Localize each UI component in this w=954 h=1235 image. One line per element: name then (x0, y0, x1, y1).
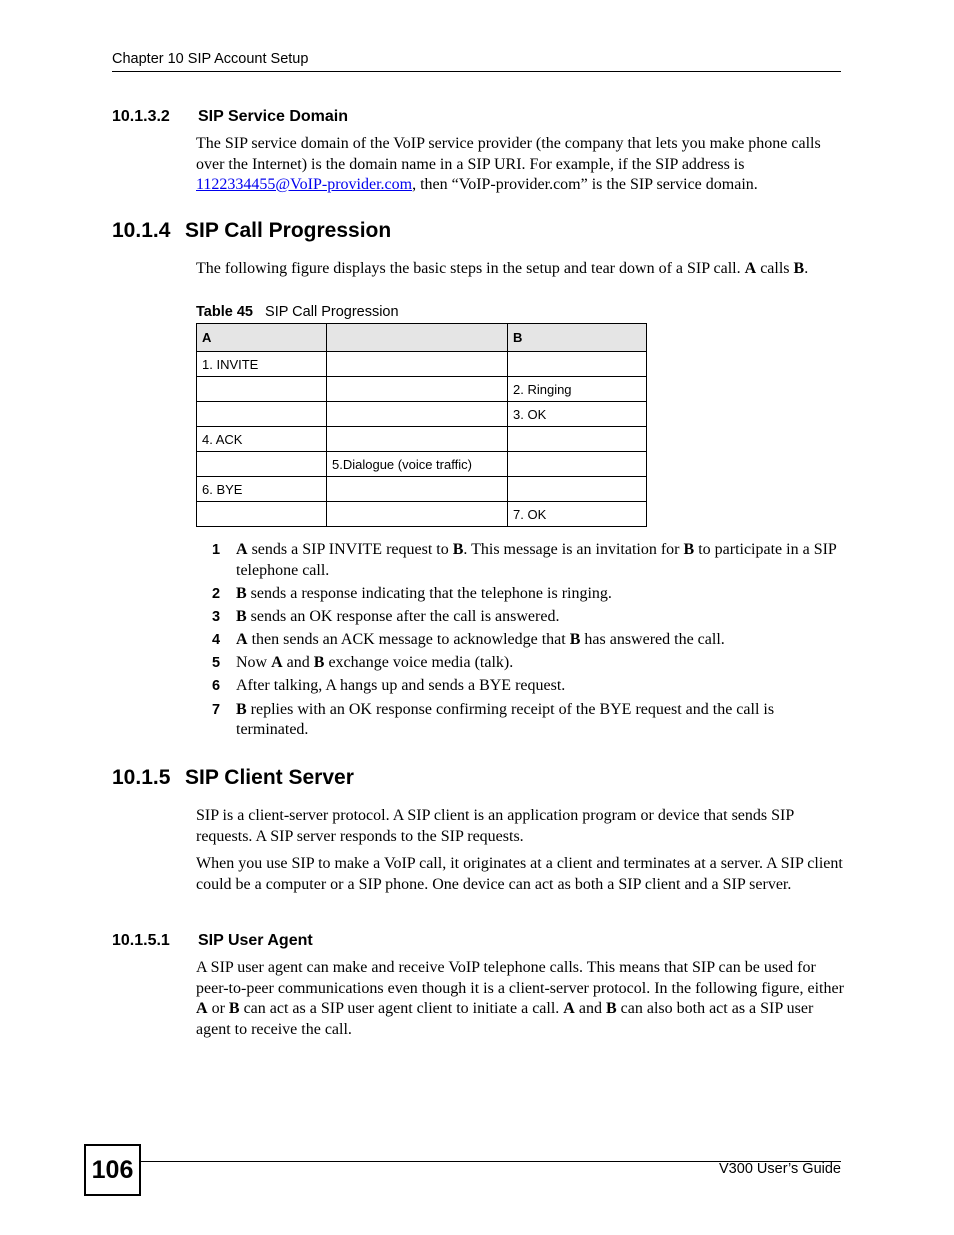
party-a: A (563, 1000, 575, 1017)
paragraph-text: . (804, 260, 809, 277)
table-cell (327, 377, 508, 402)
table-cell (327, 402, 508, 427)
table-row (197, 427, 647, 452)
section-heading-sip-client-server (112, 766, 354, 790)
step-item (212, 607, 842, 628)
client-server-paragraph-1: SIP is a client-server protocol. A SIP client is an application program or device that sends SIP requests. A SIP server responds to the SIP requests. (196, 807, 794, 845)
step-number: 2 (212, 585, 221, 602)
table-cell: 3. OK (508, 402, 647, 427)
step-text: then sends an ACK message to acknowledge that (247, 631, 570, 649)
paragraph-text: A SIP user agent can make and receive VoIP telephone calls. This means that SIP can be used for peer-to-peer communications even though it is a client-server protocol. In the following figure, either (196, 959, 844, 997)
step-item (212, 584, 842, 605)
section-title: SIP User Agent (198, 932, 313, 949)
running-header: Chapter 10 SIP Account Setup (112, 51, 309, 67)
column-header-a: A (197, 324, 327, 352)
table-cell: 2. Ringing (508, 377, 647, 402)
party-label: B (452, 541, 464, 558)
party-a: A (744, 260, 757, 277)
paragraph-text: can also both act as a SIP user agent to receive the call. (196, 1000, 814, 1038)
step-text: Now (236, 654, 272, 672)
section-title: SIP Client Server (185, 766, 354, 789)
user-agent-paragraph (196, 958, 844, 1040)
paragraph-text: The following figure displays the basic steps in the setup and tear down of a SIP call. (196, 260, 745, 277)
step-item (212, 700, 842, 741)
header-rule (112, 71, 841, 72)
table-cell (197, 402, 327, 427)
table-cell (197, 377, 327, 402)
table-cell: 6. BYE (197, 477, 327, 502)
step-item (212, 676, 842, 697)
sip-service-domain-paragraph (196, 134, 844, 196)
table-cell: 5.Dialogue (voice traffic) (327, 452, 508, 477)
party-b: B (605, 1000, 617, 1017)
table-cell: 7. OK (508, 502, 647, 527)
step-text: and (282, 654, 314, 672)
party-label: B (683, 541, 695, 558)
paragraph-text: can act as a SIP user agent client to initiate a call. (239, 1000, 564, 1017)
paragraph-text: , then “VoIP-provider.com” is the SIP service domain. (412, 176, 758, 193)
column-header-middle (327, 324, 508, 352)
party-label: A (271, 654, 283, 672)
party-label: B (236, 584, 247, 602)
table-caption (196, 304, 399, 320)
table-cell: 1. INVITE (197, 352, 327, 377)
step-number: 1 (212, 542, 221, 558)
section-number: 10.1.4 (112, 219, 171, 242)
party-label: B (313, 654, 325, 672)
table-title: SIP Call Progression (265, 304, 399, 320)
section-title: SIP Call Progression (185, 219, 392, 242)
step-text: exchange voice media (talk). (324, 654, 514, 672)
step-number: 4 (212, 632, 221, 649)
step-number: 6 (212, 678, 221, 695)
guide-name: V300 User’s Guide (719, 1161, 841, 1177)
party-b: B (793, 260, 805, 277)
step-text: sends an OK response after the call is answered. (246, 607, 560, 625)
party-label: B (236, 607, 247, 625)
table-row (197, 452, 647, 477)
step-text: . This message is an invitation for (463, 541, 684, 558)
step-number: 5 (212, 655, 221, 672)
section-number: 10.1.5 (112, 766, 171, 789)
sip-address-link[interactable]: 1122334455@VoIP-provider.com (196, 176, 413, 193)
step-text: has answered the call. (580, 631, 725, 649)
section-heading-sip-user-agent (112, 932, 313, 950)
section-number: 10.1.5.1 (112, 932, 170, 949)
party-a: A (196, 1000, 208, 1017)
table-cell: 4. ACK (197, 427, 327, 452)
step-text: replies with an OK response confirming receipt of the BYE request and the call is terminated. (236, 700, 775, 739)
table-row (197, 477, 647, 502)
step-item (212, 653, 842, 674)
table-cell (508, 477, 647, 502)
column-header-b: B (508, 324, 647, 352)
party-label: B (236, 700, 247, 718)
call-steps-list (212, 540, 842, 743)
table-row (197, 502, 647, 527)
table-header-row (197, 324, 647, 352)
paragraph-text: and (574, 1000, 606, 1017)
table-row (197, 377, 647, 402)
client-server-paragraph-2: When you use SIP to make a VoIP call, it originates at a client and terminates at a server. A SIP client could be a computer or a SIP phone. One device can act as both a SIP client and a SIP server. (196, 855, 843, 893)
paragraph-text: calls (756, 260, 794, 277)
step-text: sends a SIP INVITE request to (247, 541, 453, 558)
step-text: After talking, A hangs up and sends a BYE request. (236, 677, 566, 695)
step-item (212, 540, 842, 581)
section-heading-sip-call-progression (112, 219, 391, 243)
section-heading-sip-service-domain (112, 108, 348, 126)
paragraph-text: The SIP service domain of the VoIP service provider (the company that lets you make phone calls over the Internet) is the domain name in a SIP URI. For example, if the SIP address is (196, 135, 821, 173)
table-cell (327, 502, 508, 527)
call-progression-intro (196, 259, 844, 280)
page-number: 106 (84, 1144, 141, 1196)
table-label: Table 45 (196, 304, 253, 320)
table-cell (327, 477, 508, 502)
table-cell (508, 352, 647, 377)
table-cell (327, 427, 508, 452)
party-label: A (236, 541, 248, 558)
party-label: A (236, 631, 248, 649)
step-number: 3 (212, 608, 221, 625)
paragraph-text: or (207, 1000, 229, 1017)
section-number: 10.1.3.2 (112, 108, 170, 125)
section-title: SIP Service Domain (198, 108, 348, 125)
step-text: to participate in a SIP telephone call. (236, 541, 837, 579)
step-number: 7 (212, 701, 221, 718)
step-text: sends a response indicating that the telephone is ringing. (246, 584, 612, 602)
party-label: B (569, 631, 581, 649)
table-cell (197, 452, 327, 477)
table-cell (327, 352, 508, 377)
table-cell (197, 502, 327, 527)
sip-call-progression-table (196, 323, 647, 527)
table-cell (508, 427, 647, 452)
table-row (197, 352, 647, 377)
party-b: B (228, 1000, 240, 1017)
table-cell (508, 452, 647, 477)
step-item (212, 630, 842, 651)
table-row (197, 402, 647, 427)
